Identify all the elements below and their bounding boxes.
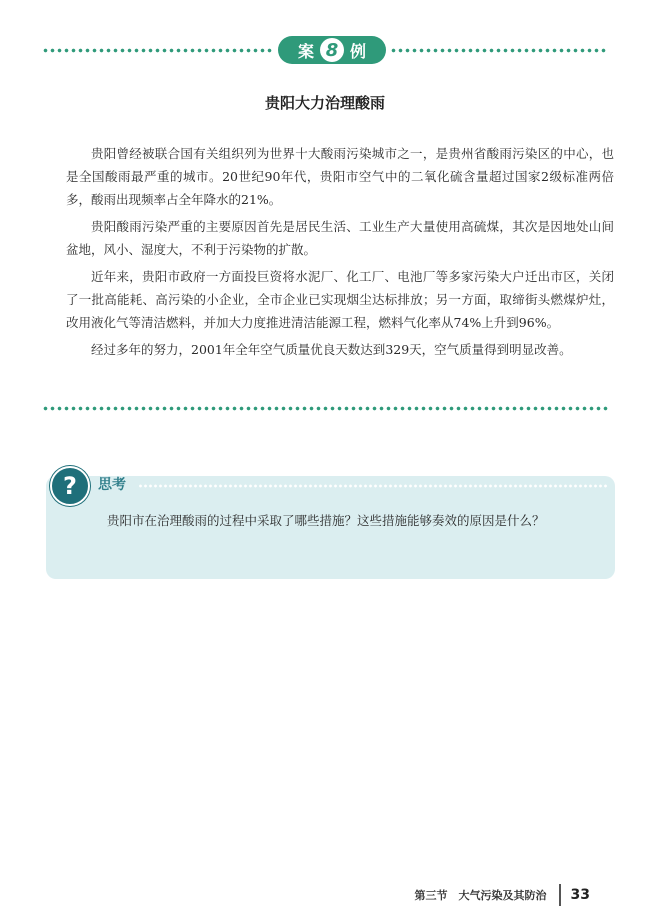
- article-paragraph: 贵阳曾经被联合国有关组织列为世界十大酸雨污染城市之一，是贵州省酸雨污染区的中心，也是全国酸雨最严重的城市。20世纪90年代，贵阳市空气中的二氧化硫含量超过国家2级标准两倍多，酸雨出现频率占全年降水的21%。: [66, 146, 614, 207]
- page-number: 33: [570, 887, 590, 903]
- think-label: 思考: [98, 477, 126, 493]
- case-header: [42, 36, 608, 64]
- article-paragraph: 近年来，贵阳市政府一方面投巨资将水泥厂、化工厂、电池厂等多家污染大户迁出市区，关闭了一批高能耗、高污染的小企业，全市企业已实现烟尘达标排放；另一方面，取缔街头燃煤炉灶，改用液化气等清洁燃料，并加大力度推进清洁能源工程，燃料气化率从74%上升到96%。: [66, 269, 614, 330]
- case-badge-suffix: 例: [350, 41, 367, 61]
- think-header: [50, 466, 610, 502]
- article-paragraph: 贵阳酸雨污染严重的主要原因首先是居民生活、工业生产大量使用高硫煤，其次是因地处山间盆地，风小、湿度大，不利于污染物的扩散。: [66, 219, 614, 257]
- question-mark-icon: ?: [50, 466, 90, 506]
- footer-section-title: 第三节 大气污染及其防治: [414, 889, 547, 902]
- case-badge-prefix: 案: [297, 41, 314, 61]
- dotted-divider-bottom: [42, 406, 608, 411]
- dotted-divider-left: [42, 48, 274, 53]
- footer-separator: [559, 884, 561, 906]
- article-body: [66, 142, 614, 365]
- think-question: 贵阳市在治理酸雨的过程中采取了哪些措施？这些措施能够奏效的原因是什么？: [107, 513, 545, 528]
- article-paragraph: 经过多年的努力，2001年全年空气质量优良天数达到329天，空气质量得到明显改善。: [91, 342, 572, 357]
- dotted-divider-right: [390, 48, 608, 53]
- article-title: 贵阳大力治理酸雨: [264, 94, 385, 112]
- think-dotted-line: [138, 484, 608, 488]
- case-badge-number: 8: [320, 38, 344, 62]
- case-badge: [278, 36, 386, 64]
- page-footer: [415, 884, 590, 906]
